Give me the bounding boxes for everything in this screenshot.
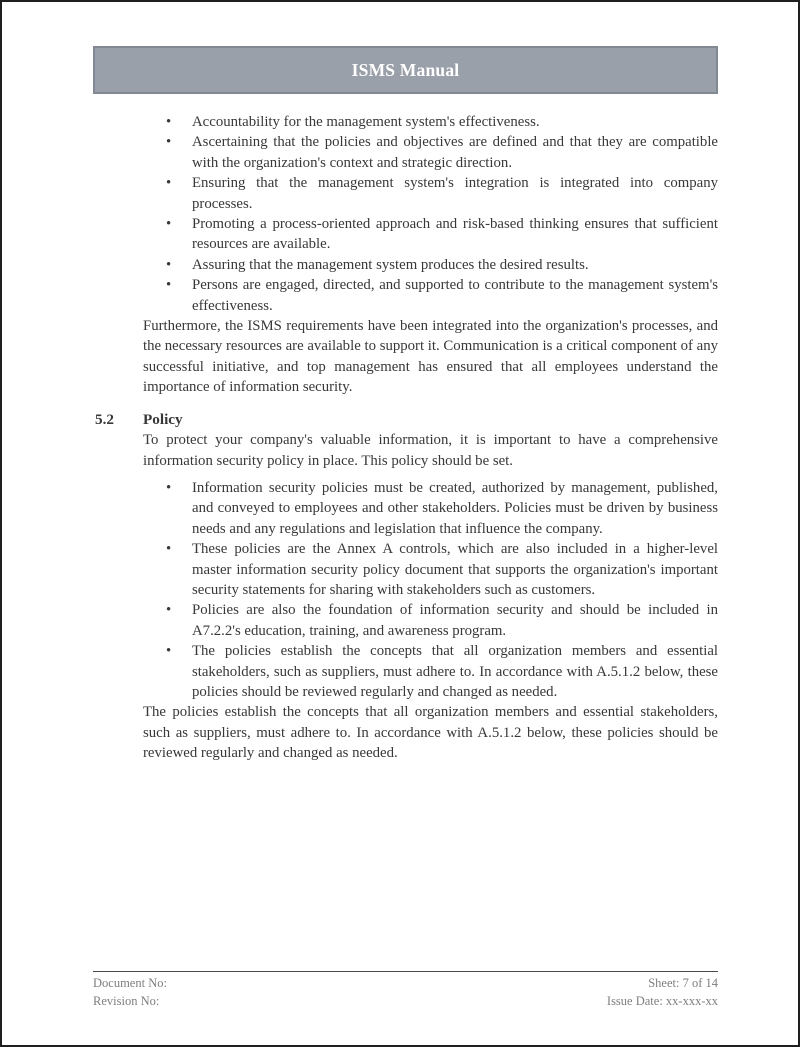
bullet-item: • Accountability for the management system's effectiveness. (143, 112, 718, 132)
document-footer (93, 971, 718, 1010)
bullet-item: • Information security policies must be created, authorized by management, published, and conveyed to employees and other stakeholders. Policies must be driven by business needs and any regulations and legislation that influence the company. (143, 478, 718, 539)
section-heading-policy (95, 410, 718, 430)
document-title: ISMS Manual (351, 59, 460, 80)
furthermore-paragraph: Furthermore, the ISMS requirements have been integrated into the organization's processes, and the necessary resources are available to support it. Communication is a critical component of any successful initiative, and top management has ensured that all employees understand the importance of information security. (143, 318, 718, 396)
sheet-number: Sheet: 7 of 14 (648, 976, 718, 990)
bullet-item: • The policies establish the concepts that all organization members and essential stakeholders, such as suppliers, must adhere to. In accordance with A.5.1.2 below, these policies should be reviewed regularly and changed as needed. (143, 641, 718, 702)
section-number: 5.2 (95, 410, 114, 428)
bullet-item: • Ensuring that the management system's integration is integrated into company processes. (143, 173, 718, 214)
policy-intro-paragraph: To protect your company's valuable information, it is important to have a comprehensive information security policy in place. This policy should be set. (143, 432, 718, 469)
policy-bullet-list (143, 478, 718, 702)
footer-row-2 (93, 993, 718, 1011)
revision-no-label: Revision No: (93, 993, 160, 1008)
document-no-label: Document No: (93, 976, 167, 990)
policy-closing-paragraph: The policies establish the concepts that all organization members and essential stakeholders, such as suppliers, must adhere to. In accordance with A.5.1.2 below, these policies should be reviewed regularly and changed as needed. (143, 704, 718, 762)
issue-date: Issue Date: xx-xxx-xx (606, 993, 718, 1008)
bullet-item: • Assuring that the management system produces the desired results. (143, 255, 718, 275)
document-body (95, 112, 718, 764)
footer-divider (93, 971, 718, 972)
bullet-item: • Ascertaining that the policies and objectives are defined and that they are compatible with the organization's context and strategic direction. (143, 132, 718, 173)
footer-row-1 (93, 975, 718, 993)
bullet-item: • Persons are engaged, directed, and supported to contribute to the management system's effectiveness. (143, 275, 718, 316)
bullet-item: • Policies are also the foundation of information security and should be included in A7.2.2's education, training, and awareness program. (143, 600, 718, 641)
document-header-banner (93, 46, 718, 94)
bullet-item: • These policies are the Annex A controls, which are also included in a higher-level master information security policy document that supports the organization's important security statements for sharing with stakeholders such as customers. (143, 539, 718, 600)
bullet-item: • Promoting a process-oriented approach and risk-based thinking ensures that sufficient resources are available. (143, 214, 718, 255)
section-title: Policy (143, 410, 183, 428)
leadership-bullet-list (143, 112, 718, 316)
